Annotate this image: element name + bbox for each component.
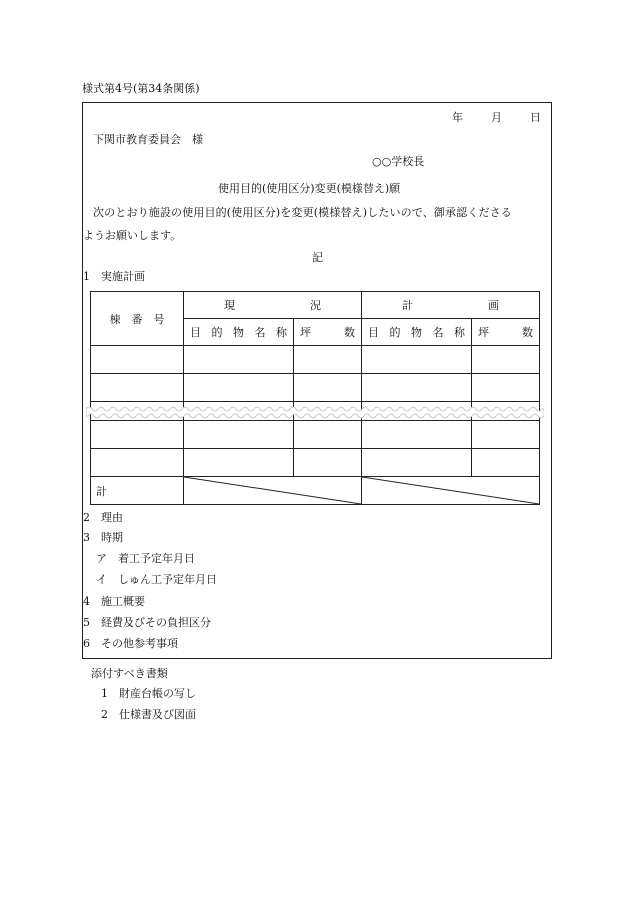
date-day: 日 — [530, 111, 541, 124]
table-row — [91, 346, 540, 374]
attachment-1: 1 財産台帳の写し — [101, 687, 196, 700]
omission-break — [86, 400, 544, 424]
page-title: 使用目的(使用区分)変更(模様替え)願 — [218, 182, 401, 195]
attachment-2: 2 仕様書及び図面 — [101, 708, 196, 721]
section-5-heading: 5 経費及びその負担区分 — [83, 616, 211, 629]
table-row — [91, 449, 540, 477]
table-row — [91, 421, 540, 449]
total-row — [91, 477, 540, 505]
attachments-title: 添付すべき書類 — [91, 667, 168, 680]
addressee: 下関市教育委員会 様 — [93, 133, 203, 146]
body-line-1: 次のとおり施設の使用目的(使用区分)を変更(模様替え)したいので、御承認くださる — [93, 206, 512, 219]
section-2-heading: 2 理由 — [83, 511, 123, 524]
date-year: 年 — [452, 111, 463, 124]
form-number: 様式第4号(第34条関係) — [82, 82, 200, 95]
current-purpose-header: 目 的 物 名 称 — [184, 319, 294, 346]
body-line-2: ようお願いします。 — [83, 229, 182, 242]
section-1-heading: 1 実施計画 — [83, 270, 145, 283]
current-header: 現 況 — [184, 292, 362, 319]
diagonal-slash — [362, 477, 539, 504]
building-number-header: 棟 番 号 — [91, 292, 184, 346]
plan-header: 計 画 — [362, 292, 540, 319]
plan-tsubo-header: 坪 数 — [472, 319, 540, 346]
table-row — [91, 374, 540, 402]
plan-table — [90, 291, 540, 505]
item-a-start-date: ア 着工予定年月日 — [96, 552, 195, 565]
section-6-heading: 6 その他参考事項 — [83, 637, 178, 650]
current-total-cell — [184, 477, 362, 505]
ki-label: 記 — [312, 251, 323, 264]
principal: ○○学校長 — [372, 155, 425, 168]
section-3-heading: 3 時期 — [83, 531, 123, 544]
diagonal-slash — [184, 477, 361, 504]
plan-purpose-header: 目 的 物 名 称 — [362, 319, 472, 346]
section-4-heading: 4 施工概要 — [83, 595, 145, 608]
date-month: 月 — [491, 111, 502, 124]
date-line — [452, 112, 541, 123]
item-i-completion-date: イ しゅん工予定年月日 — [96, 573, 217, 586]
total-label: 計 — [91, 477, 184, 505]
plan-total-cell — [362, 477, 540, 505]
current-tsubo-header: 坪 数 — [294, 319, 362, 346]
